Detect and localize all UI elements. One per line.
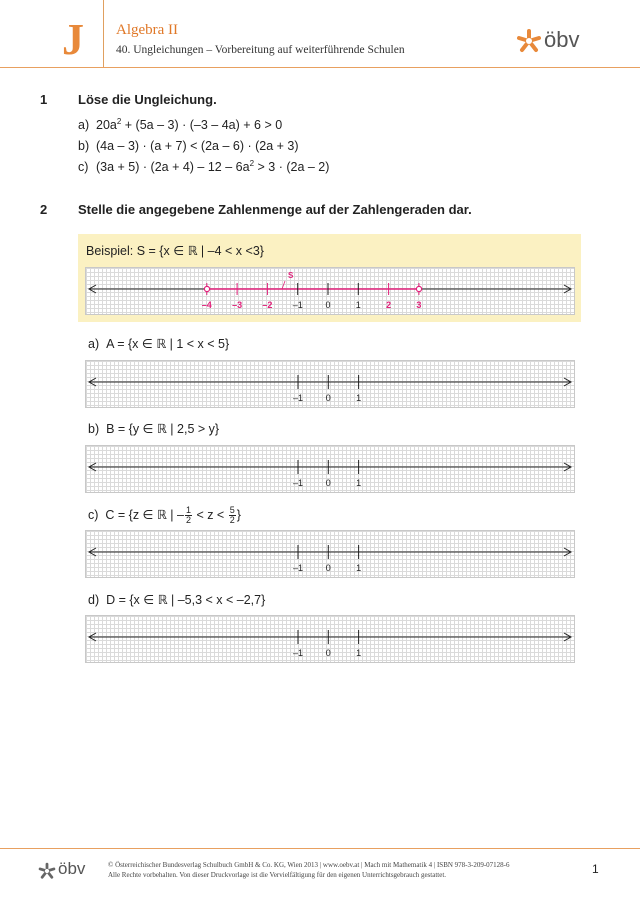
footer-logo bbox=[38, 860, 98, 882]
tick-label: –1 bbox=[292, 478, 304, 488]
part-letter: b) bbox=[88, 422, 100, 436]
exponent: 2 bbox=[249, 159, 255, 168]
expr: (4a – 3) · (a + 7) < (2a – 6) · (2a + 3) bbox=[96, 139, 299, 153]
open-endpoint bbox=[204, 286, 209, 291]
tick-label: 0 bbox=[325, 648, 331, 658]
star-logo-icon bbox=[38, 862, 56, 880]
task-2-number: 2 bbox=[40, 202, 48, 217]
footer-line-1: © Österreichischer Bundesverlag Schulbuch GmbH & Co. KG, Wien 2013 | www.oebv.at | Mach mit Mathematik 4 | ISBN 978-3-209-07128-6 bbox=[108, 861, 510, 869]
set-definition: < z < bbox=[192, 507, 228, 522]
part-letter: c) bbox=[88, 507, 99, 522]
expr: (3a + 5) · (2a + 4) – 12 – 6a bbox=[96, 160, 250, 174]
tick-label: 2 bbox=[386, 300, 392, 310]
chapter-letter: J bbox=[62, 15, 84, 64]
denominator: 2 bbox=[229, 515, 235, 525]
tick-label: 0 bbox=[325, 300, 331, 310]
task-1-title: Löse die Ungleichung. bbox=[78, 92, 217, 107]
footer-line-2: Alle Rechte vorbehalten. Von dieser Druckvorlage ist die Vervielfältigung für den eigenen Unterrichtsgebrauch gestattet. bbox=[108, 871, 447, 879]
header-divider bbox=[103, 0, 104, 68]
set-definition: C = {z ∈ ℝ | – bbox=[105, 507, 184, 522]
tick-label: –2 bbox=[262, 300, 273, 310]
fraction bbox=[185, 506, 192, 525]
page-number: 1 bbox=[592, 862, 599, 876]
star-logo-icon bbox=[516, 28, 542, 54]
example-label: Beispiel: S = {x ∈ ℝ | –4 < x <3} bbox=[86, 244, 264, 258]
item-label: c) bbox=[78, 160, 89, 174]
tick-label: 1 bbox=[356, 393, 362, 403]
set-definition: A = {x ∈ ℝ | 1 < x < 5} bbox=[106, 337, 230, 351]
denominator: 2 bbox=[185, 515, 191, 525]
task-1-number: 1 bbox=[40, 92, 48, 107]
number-line-a bbox=[85, 360, 575, 408]
logo-text: öbv bbox=[544, 27, 580, 52]
set-definition: D = {x ∈ ℝ | –5,3 < x < –2,7} bbox=[106, 593, 266, 607]
part-b-label bbox=[88, 422, 219, 436]
tick-label: –4 bbox=[201, 300, 212, 310]
expr: 20a bbox=[96, 118, 117, 132]
task-1-item-c bbox=[78, 160, 329, 174]
numerator: 1 bbox=[185, 505, 191, 515]
set-pointer bbox=[282, 281, 285, 289]
tick-label: –1 bbox=[292, 300, 303, 310]
number-line-d bbox=[85, 615, 575, 663]
part-c-label bbox=[88, 506, 241, 525]
expr: > 3 · (2a – 2) bbox=[254, 160, 330, 174]
set-definition: } bbox=[236, 507, 241, 522]
footer-rule bbox=[0, 848, 640, 849]
example-number-line bbox=[85, 267, 575, 315]
example-box bbox=[78, 234, 581, 322]
tick-label: –1 bbox=[292, 648, 304, 658]
header-title: Algebra II bbox=[116, 22, 179, 38]
tick-label: 0 bbox=[325, 393, 331, 403]
tick-label: –1 bbox=[292, 393, 304, 403]
numerator: 5 bbox=[229, 505, 235, 515]
footer-logo-text: öbv bbox=[58, 859, 86, 878]
part-d-label bbox=[88, 593, 265, 607]
fraction bbox=[229, 506, 236, 525]
publisher-logo bbox=[516, 28, 588, 56]
number-line-b bbox=[85, 445, 575, 493]
tick-label: 0 bbox=[325, 563, 331, 573]
part-letter: d) bbox=[88, 593, 100, 607]
task-2-title: Stelle die angegebene Zahlenmenge auf der Zahlengeraden dar. bbox=[78, 202, 472, 217]
tick-label: –3 bbox=[232, 300, 243, 310]
number-line-c bbox=[85, 530, 575, 578]
item-label: a) bbox=[78, 118, 90, 132]
item-label: b) bbox=[78, 139, 90, 153]
header-subtitle: 40. Ungleichungen – Vorbereitung auf weiterführende Schulen bbox=[116, 44, 405, 56]
set-name-label: S bbox=[288, 271, 294, 280]
tick-label: 1 bbox=[356, 648, 362, 658]
exponent: 2 bbox=[116, 117, 122, 126]
open-endpoint bbox=[416, 286, 421, 291]
header-rule bbox=[0, 67, 640, 68]
part-a-label bbox=[88, 337, 229, 351]
tick-label: 1 bbox=[356, 478, 362, 488]
tick-label: 0 bbox=[325, 478, 331, 488]
tick-label: 1 bbox=[355, 300, 361, 310]
expr: + (5a – 3) · (–3 – 4a) + 6 > 0 bbox=[121, 118, 283, 132]
task-1-item-a bbox=[78, 118, 282, 132]
tick-label: –1 bbox=[292, 563, 304, 573]
footer-copyright bbox=[108, 860, 548, 880]
tick-label: 1 bbox=[356, 563, 362, 573]
tick-label: 3 bbox=[416, 300, 422, 310]
task-1-item-b bbox=[78, 139, 299, 153]
part-letter: a) bbox=[88, 337, 100, 351]
set-definition: B = {y ∈ ℝ | 2,5 > y} bbox=[106, 422, 220, 436]
